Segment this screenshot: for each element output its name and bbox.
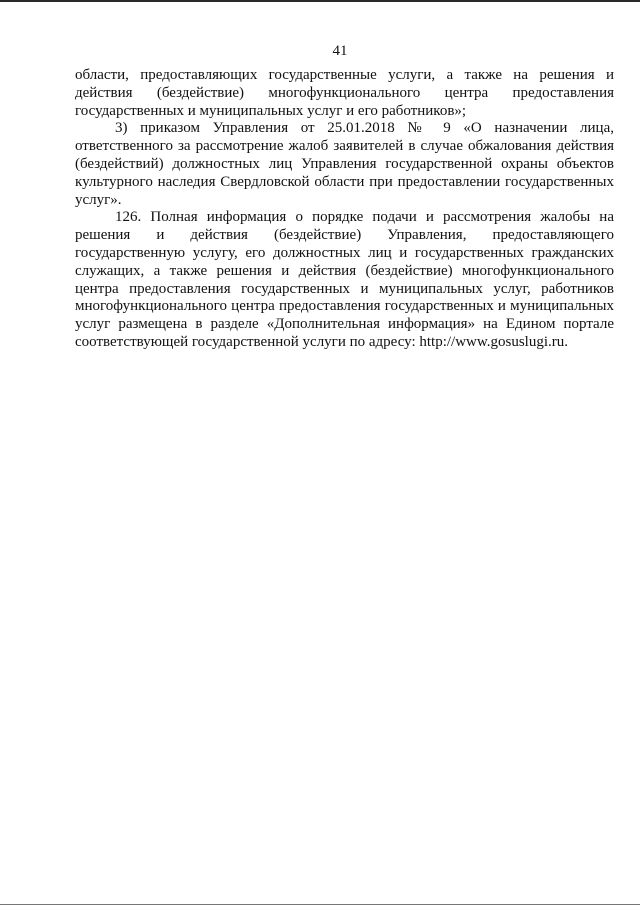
scan-top-edge xyxy=(0,0,640,2)
paragraph-continuation: области, предоставляющих государственные услуги, а также на решения и действия (бездействие) многофункционального центра предоставления государственных и муниципальных услуг и его работников»; xyxy=(75,67,614,119)
paragraph-126: 126. Полная информация о порядке подачи и рассмотрения жалобы на решения и действия (бездействие) Управления, предоставляющего государственную услугу, его должностных лиц и государственных гражданских служащих, а также решения и действия (бездействие) многофункционального центра предоставления государственных и муниципальных услуг, работников многофункционального центра предоставления государственных и муниципальных услуг размещена в разделе «Дополнительная информация» на Едином портале соответствующей государственной услуги по адресу: http://www.gosuslugi.ru. xyxy=(75,209,614,350)
page-number: 41 xyxy=(332,43,348,59)
paragraph-item-3: 3) приказом Управления от 25.01.2018 № 9 «О назначении лица, ответственного за рассмотрение жалоб заявителей в случае обжалования действия (бездействий) должностных лиц Управления государственной охраны объектов культурного наследия Свердловской области при предоставлении государственных услуг». xyxy=(75,120,614,208)
document-body xyxy=(75,67,614,352)
